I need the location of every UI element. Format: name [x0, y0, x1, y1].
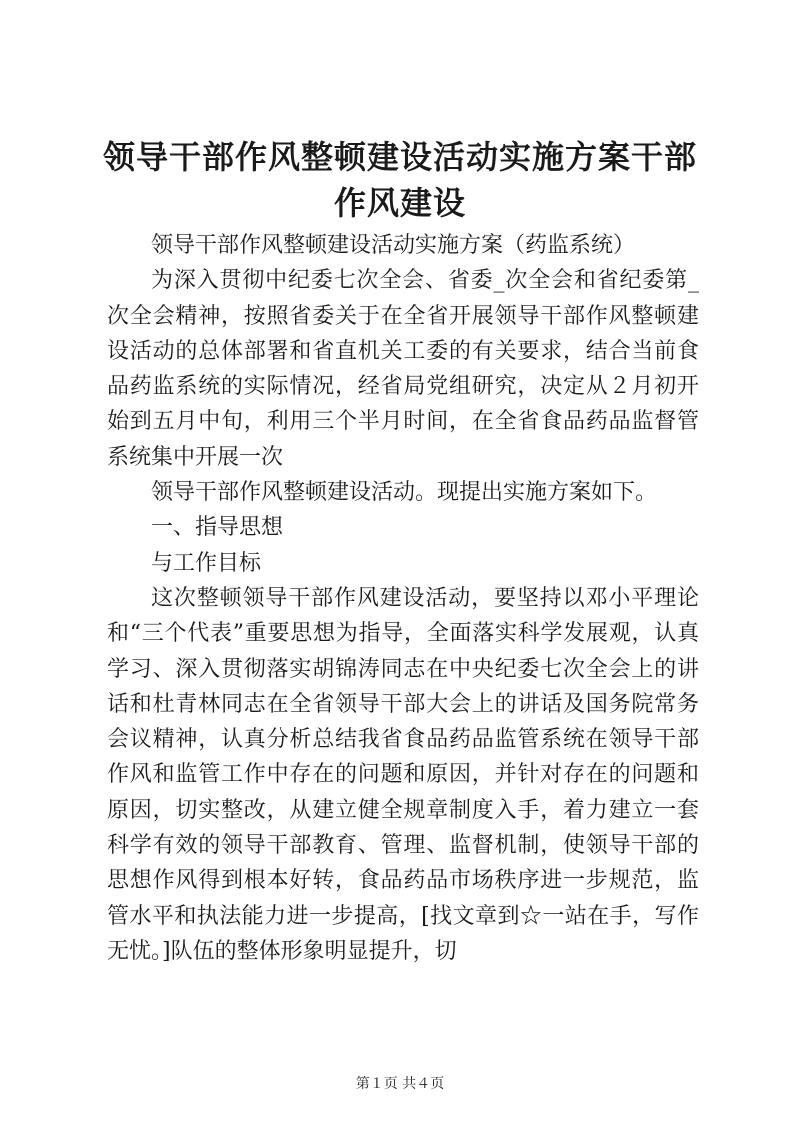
- paragraph-subtitle: 领导干部作风整顿建设活动实施方案（药监系统）: [151, 233, 636, 258]
- paragraph-intro: 为深入贯彻中纪委七次全会、省委_次全会和省纪委第_次全会精神，按照省委关于在全省开展领导干部作风整顿建设活动的总体部署和省直机关工委的有关要求，结合当前食品药监系统的实际情况，经省局党组研究，决定从２月初开始到五月中旬，利用三个半月时间，在全省食品药品监督管系统集中开展一次: [107, 268, 699, 470]
- paragraph-guiding-content: 这次整顿领导干部作风建设活动，要坚持以邓小平理论和“三个代表”重要思想为指导，全面落实科学发展观，认真学习、深入贯彻落实胡锦涛同志在中央纪委七次全会上的讲话和杜青林同志在全省领导干部大会上的讲话及国务院常务会议精神，认真分析总结我省食品药品监管系统在领导干部作风和监管工作中存在的问题和原因，并针对存在的问题和原因，切实整改，从建立健全规章制度入手，着力建立一套科学有效的领导干部教育、管理、监督机制，使领导干部的思想作风得到根本好转，食品药品市场秩序进一步规范，监管水平和执法能力进一步提高，[找文章到☆一站在手，写作无忧。]队伍的整体形象明显提升，切: [107, 585, 699, 964]
- section-heading-guiding-ideology: 一、指导思想: [151, 515, 284, 541]
- document-body: [107, 228, 699, 969]
- section-heading-work-goals: 与工作目标: [151, 550, 262, 576]
- document-title: 领导干部作风整顿建设活动实施方案干部作风建设: [102, 138, 697, 222]
- paragraph-plan-statement: 领导干部作风整顿建设活动。现提出实施方案如下。: [151, 480, 658, 506]
- page-footer: 第１页 共４页: [355, 1076, 445, 1092]
